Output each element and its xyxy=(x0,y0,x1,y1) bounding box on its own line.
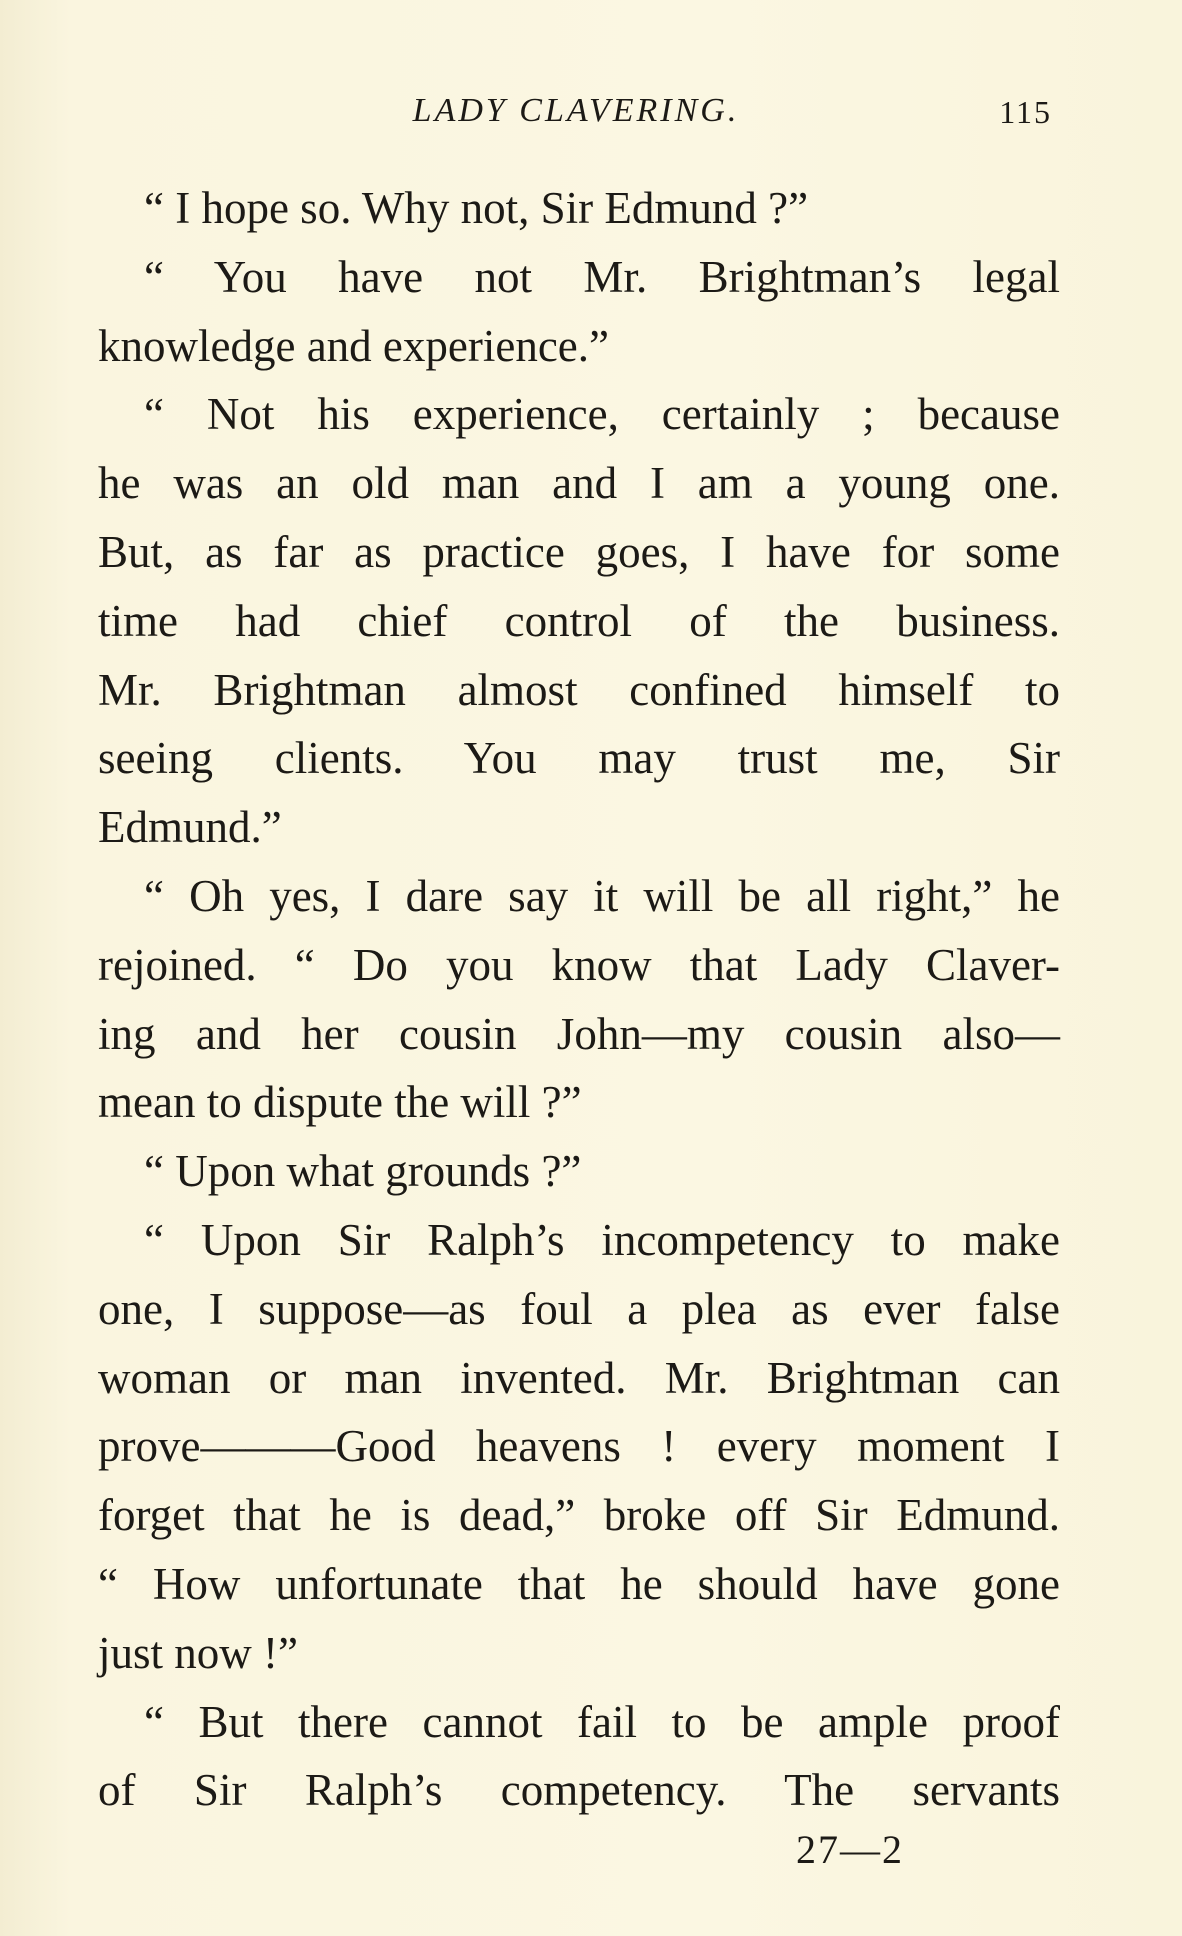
text-line: rejoined. “ Do you know that Lady Claver- xyxy=(98,939,1060,990)
text-line: prove———Good heavens ! every moment I xyxy=(98,1421,1060,1472)
text-line: seeing clients. You may trust me, Sir xyxy=(98,733,1060,784)
text-line: “ Not his experience, certainly ; because xyxy=(144,389,1060,440)
text-line: mean to dispute the will ?” xyxy=(98,1077,582,1128)
text-line: “ I hope so. Why not, Sir Edmund ?” xyxy=(144,183,809,233)
text-line: “ You have not Mr. Brightman’s legal xyxy=(144,251,1060,302)
text-line: “ Upon what grounds ?” xyxy=(144,1146,582,1197)
text-line: of Sir Ralph’s competency. The servants xyxy=(98,1765,1060,1816)
text-line: one, I suppose—as foul a plea as ever false xyxy=(98,1283,1060,1334)
text-line: just now !” xyxy=(98,1627,298,1678)
text-line: he was an old man and I am a young one. xyxy=(98,458,1060,509)
text-line: But, as far as practice goes, I have for some xyxy=(98,526,1060,577)
text-line: forget that he is dead,” broke off Sir Edmund. xyxy=(98,1490,1060,1541)
text-line: ing and her cousin John—my cousin also— xyxy=(98,1008,1060,1059)
text-line: Mr. Brightman almost confined himself to xyxy=(98,664,1060,715)
signature-mark: 27—2 xyxy=(796,1827,904,1872)
text-line: “ Upon Sir Ralph’s incompetency to make xyxy=(144,1214,1060,1265)
running-title: LADY CLAVERING. xyxy=(412,92,740,129)
page-number: 115 xyxy=(999,94,1052,130)
text-line: Edmund.” xyxy=(98,802,282,853)
text-line: “ How unfortunate that he should have gone xyxy=(98,1558,1060,1609)
running-head xyxy=(100,88,1052,134)
text-line: woman or man invented. Mr. Brightman can xyxy=(98,1352,1060,1403)
text-line: “ Oh yes, I dare say it will be all right,” he xyxy=(144,870,1060,921)
text-line: “ But there cannot fail to be ample proof xyxy=(144,1696,1060,1747)
text-line: knowledge and experience.” xyxy=(98,320,609,371)
text-line: time had chief control of the business. xyxy=(98,595,1060,646)
body-text xyxy=(98,174,1060,1825)
